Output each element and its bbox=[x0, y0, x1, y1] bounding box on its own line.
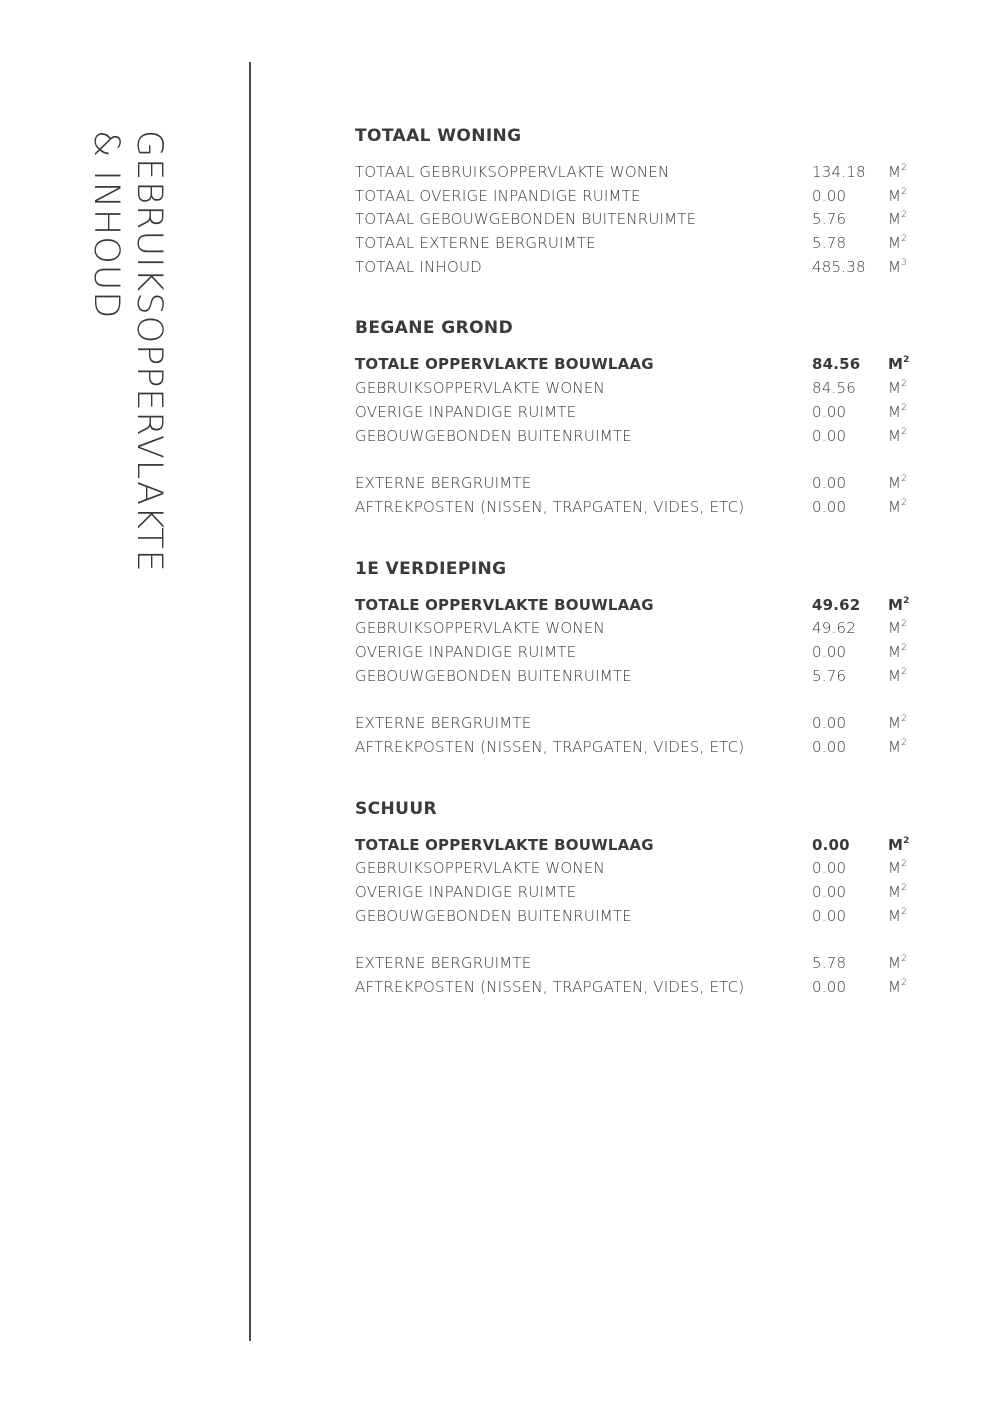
row-unit: $M^2$ bbox=[888, 474, 908, 493]
table-row bbox=[355, 907, 915, 931]
row-value: 0.00 bbox=[812, 186, 847, 205]
table-row bbox=[355, 474, 915, 498]
row-label: AFTREKPOSTEN (NISSEN, TRAPGATEN, VIDES, ETC) bbox=[355, 497, 745, 516]
row-value: 84.56 bbox=[812, 379, 856, 398]
row-value: 134.18 bbox=[812, 163, 866, 181]
row-unit: $M^2$ bbox=[888, 883, 908, 902]
table-row bbox=[355, 403, 915, 427]
table-row bbox=[355, 210, 915, 234]
table-row bbox=[355, 978, 915, 1002]
row-value: 0.00 bbox=[812, 978, 847, 997]
row-value: 0.00 bbox=[812, 642, 847, 661]
table-row bbox=[355, 379, 915, 403]
row-value: 0.00 bbox=[812, 738, 847, 756]
row-label: AFTREKPOSTEN (NISSEN, TRAPGATEN, VIDES, ETC) bbox=[355, 738, 745, 756]
row-label: OVERIGE INPANDIGE RUIMTE bbox=[355, 402, 577, 421]
table-row bbox=[355, 234, 915, 258]
row-value: 0.00 bbox=[812, 906, 847, 925]
row-value: 5.78 bbox=[812, 954, 847, 973]
row-label: TOTALE OPPERVLAKTE BOUWLAAG bbox=[355, 595, 654, 614]
row-value: 49.62 bbox=[812, 619, 856, 638]
row-value: 0.00 bbox=[812, 497, 847, 516]
table-row-total bbox=[355, 355, 915, 379]
table-row bbox=[355, 498, 915, 522]
row-value: 0.00 bbox=[812, 835, 850, 854]
section-1e-verdieping bbox=[355, 559, 915, 762]
table-row bbox=[355, 163, 915, 187]
section-totaal-woning bbox=[355, 126, 915, 281]
side-title-line-1: GEBRUIKSOPPERVLAKTE bbox=[129, 130, 169, 573]
table-row-total bbox=[355, 596, 915, 620]
row-value: 0.00 bbox=[812, 883, 847, 902]
row-unit: $M^2$ bbox=[888, 738, 908, 756]
row-value: 0.00 bbox=[812, 859, 847, 878]
row-unit: $M^2$ bbox=[888, 859, 908, 878]
row-label: GEBOUWGEBONDEN BUITENRUIMTE bbox=[355, 426, 632, 445]
table-row bbox=[355, 714, 915, 738]
side-title-line-2: & INHOUD bbox=[86, 130, 126, 320]
row-unit: $M^2$ bbox=[888, 978, 908, 997]
row-unit: $M^2$ bbox=[888, 835, 910, 854]
row-unit: $M^2$ bbox=[888, 954, 908, 973]
table-row bbox=[355, 187, 915, 211]
row-unit: $M^2$ bbox=[888, 619, 908, 638]
section-title: BEGANE GROND bbox=[355, 318, 514, 339]
row-unit: $M^2$ bbox=[888, 426, 908, 445]
row-label: AFTREKPOSTEN (NISSEN, TRAPGATEN, VIDES, ETC) bbox=[355, 978, 745, 997]
row-label: GEBRUIKSOPPERVLAKTE WONEN bbox=[355, 859, 605, 878]
table-row bbox=[355, 258, 915, 282]
section-title: TOTAAL WONING bbox=[355, 126, 522, 146]
row-label: TOTAAL INHOUD bbox=[355, 257, 482, 276]
row-unit: $M^2$ bbox=[888, 714, 908, 733]
row-value: 49.62 bbox=[812, 595, 861, 614]
row-value: 0.00 bbox=[812, 426, 847, 445]
table-row bbox=[355, 954, 915, 978]
table-row bbox=[355, 859, 915, 883]
row-label: GEBOUWGEBONDEN BUITENRUIMTE bbox=[355, 906, 632, 925]
row-unit: $M^2$ bbox=[888, 666, 908, 685]
row-label: TOTALE OPPERVLAKTE BOUWLAAG bbox=[355, 355, 654, 374]
section-begane-grond bbox=[355, 318, 915, 521]
row-unit: $M^2$ bbox=[888, 379, 908, 398]
row-unit: $M^2$ bbox=[888, 210, 908, 229]
row-label: TOTAAL GEBOUWGEBONDEN BUITENRUIMTE bbox=[355, 210, 697, 229]
row-label: TOTAAL GEBRUIKSOPPERVLAKTE WONEN bbox=[355, 163, 670, 181]
row-value: 5.76 bbox=[812, 666, 847, 685]
row-label: GEBRUIKSOPPERVLAKTE WONEN bbox=[355, 619, 605, 638]
section-title: 1E VERDIEPING bbox=[355, 558, 507, 579]
table-row bbox=[355, 427, 915, 451]
row-unit: $M^2$ bbox=[888, 355, 910, 374]
row-value: 5.76 bbox=[812, 210, 847, 229]
row-value: 0.00 bbox=[812, 474, 847, 493]
row-label: EXTERNE BERGRUIMTE bbox=[355, 474, 532, 493]
section-schuur bbox=[355, 799, 915, 1002]
row-label: EXTERNE BERGRUIMTE bbox=[355, 954, 532, 973]
row-unit: $M^2$ bbox=[888, 163, 908, 181]
row-unit: $M^3$ bbox=[888, 257, 908, 276]
table-row bbox=[355, 643, 915, 667]
row-value: 485.38 bbox=[812, 257, 866, 276]
row-label: TOTAAL OVERIGE INPANDIGE RUIMTE bbox=[355, 186, 641, 205]
content bbox=[355, 126, 915, 1039]
table-row-total bbox=[355, 836, 915, 860]
table-row bbox=[355, 738, 915, 762]
row-label: TOTALE OPPERVLAKTE BOUWLAAG bbox=[355, 835, 654, 854]
row-label: OVERIGE INPANDIGE RUIMTE bbox=[355, 642, 577, 661]
row-label: EXTERNE BERGRUIMTE bbox=[355, 714, 532, 733]
row-unit: $M^2$ bbox=[888, 642, 908, 661]
row-unit: $M^2$ bbox=[888, 186, 908, 205]
row-value: 0.00 bbox=[812, 714, 847, 733]
row-unit: $M^2$ bbox=[888, 906, 908, 925]
row-value: 5.78 bbox=[812, 234, 847, 253]
row-value: 0.00 bbox=[812, 402, 847, 421]
section-title: SCHUUR bbox=[355, 798, 438, 819]
vertical-divider bbox=[249, 62, 251, 1341]
row-unit: $M^2$ bbox=[888, 402, 908, 421]
row-value: 84.56 bbox=[812, 355, 861, 374]
row-unit: $M^2$ bbox=[888, 497, 908, 516]
row-unit: $M^2$ bbox=[888, 234, 908, 253]
table-row bbox=[355, 667, 915, 691]
row-label: TOTAAL EXTERNE BERGRUIMTE bbox=[355, 234, 596, 253]
table-row bbox=[355, 619, 915, 643]
table-row bbox=[355, 883, 915, 907]
row-label: GEBOUWGEBONDEN BUITENRUIMTE bbox=[355, 666, 632, 685]
row-unit: $M^2$ bbox=[888, 595, 910, 614]
side-title bbox=[86, 130, 176, 590]
row-label: GEBRUIKSOPPERVLAKTE WONEN bbox=[355, 379, 605, 398]
row-label: OVERIGE INPANDIGE RUIMTE bbox=[355, 883, 577, 902]
